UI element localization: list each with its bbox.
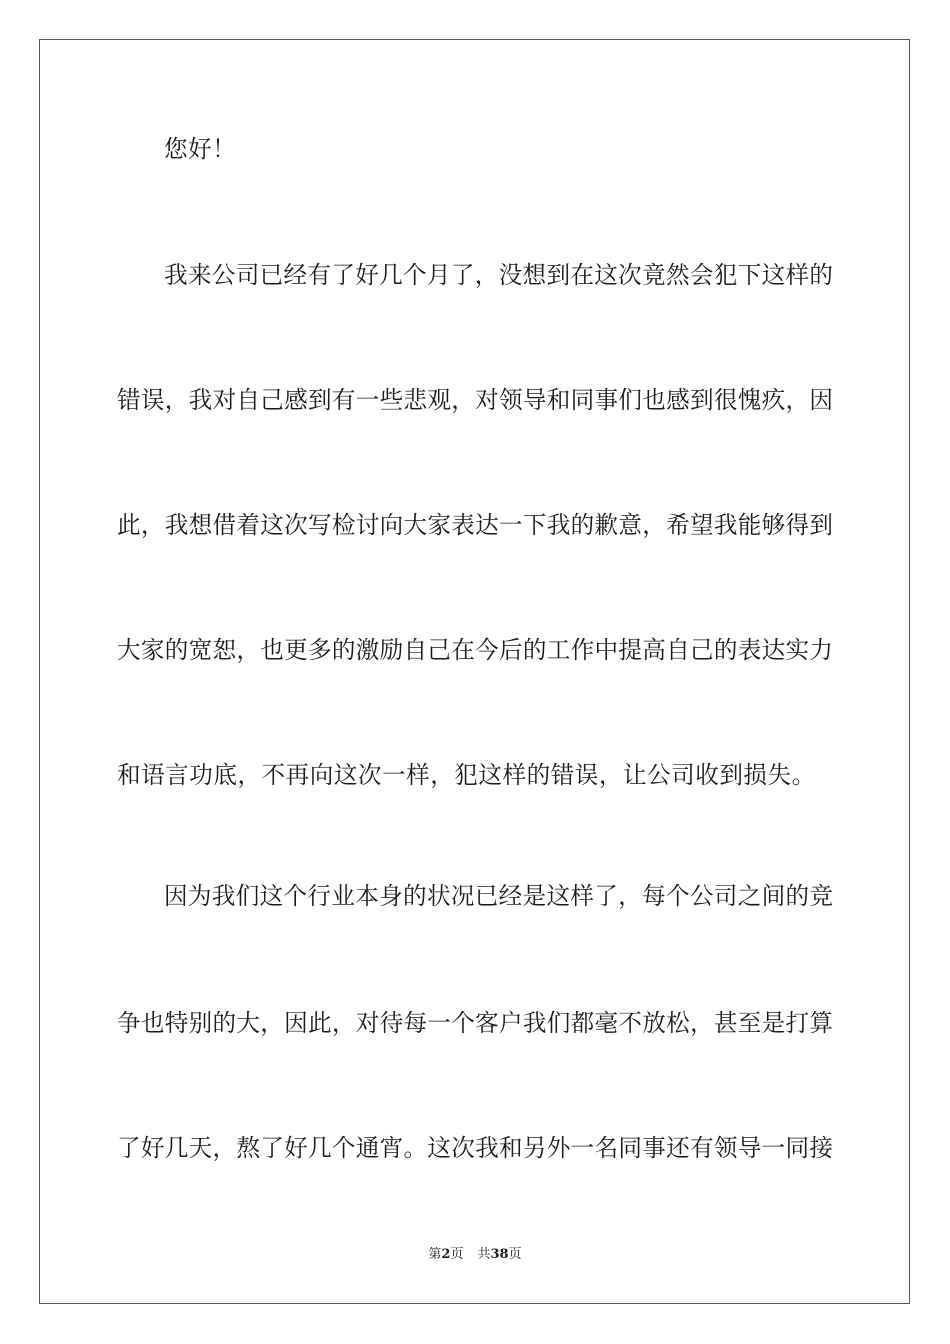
paragraph-line: 了好几天，熬了好几个通宵。这次我和另外一名同事还有领导一同接 [117, 1134, 833, 1162]
page-suffix: 页 [450, 1247, 464, 1262]
paragraph-line: 大家的宽恕，也更多的激励自己在今后的工作中提高自己的表达实力 [117, 636, 833, 664]
paragraph-line: 我来公司已经有了好几个月了，没想到在这次竟然会犯下这样的 [164, 261, 833, 289]
paragraph-line: 和语言功底，不再向这次一样，犯这样的错误，让公司收到损失。 [117, 761, 816, 789]
page-footer [0, 1245, 950, 1265]
greeting-line: 您好！ [164, 135, 237, 163]
current-page-number: 2 [441, 1247, 451, 1262]
total-pages-number: 38 [490, 1247, 509, 1262]
paragraph-line: 争也特别的大，因此，对待每一个客户我们都毫不放松，甚至是打算 [117, 1009, 833, 1037]
paragraph-line: 错误，我对自己感到有一些悲观，对领导和同事们也感到很愧疚，因 [117, 386, 833, 414]
page-border [39, 39, 910, 1304]
total-suffix: 页 [508, 1247, 522, 1262]
total-prefix: 共 [477, 1247, 491, 1262]
page-prefix: 第 [428, 1247, 442, 1262]
paragraph-line: 因为我们这个行业本身的状况已经是这样了，每个公司之间的竞 [164, 882, 833, 910]
paragraph-line: 此，我想借着这次写检讨向大家表达一下我的歉意，希望我能够得到 [117, 511, 833, 539]
